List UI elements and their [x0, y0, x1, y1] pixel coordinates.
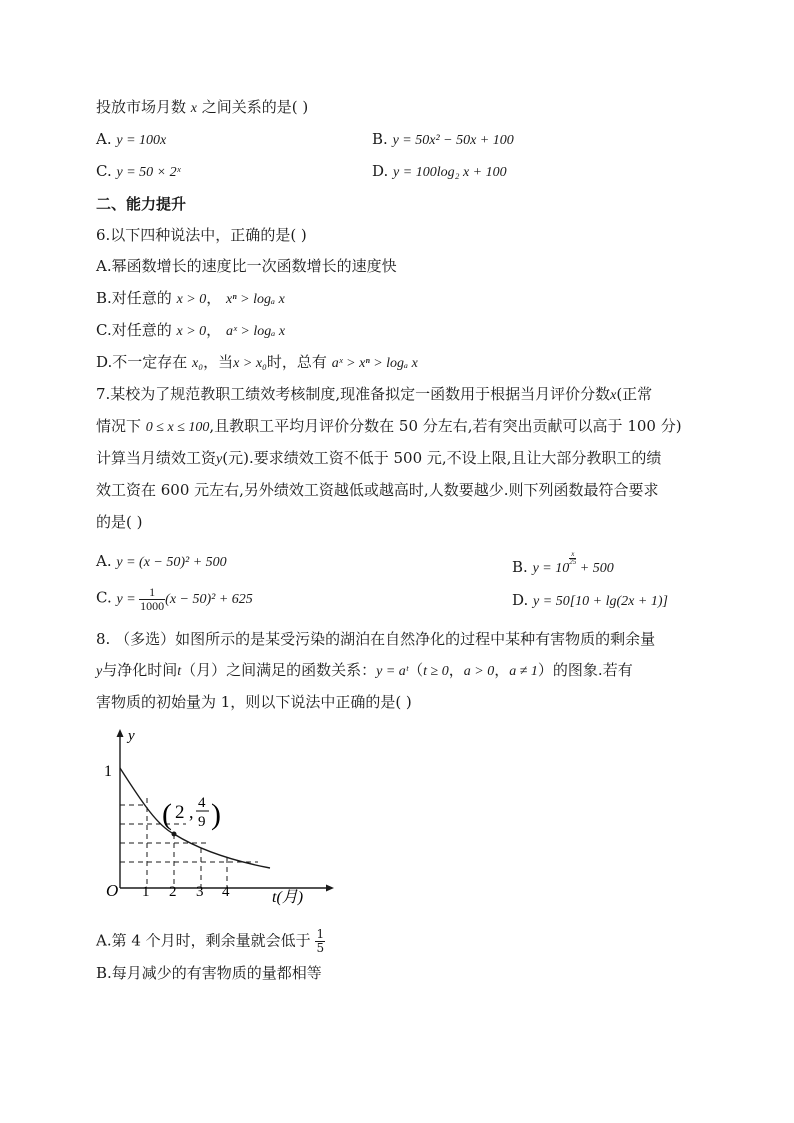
text: (正常 — [616, 385, 653, 403]
exp-den: 25 — [569, 558, 577, 566]
point-marker — [172, 832, 177, 837]
cond: t ≥ 0 — [423, 664, 449, 679]
option-expr: y = 10 — [532, 561, 570, 576]
q7-option-d[interactable] — [512, 590, 668, 612]
text: 7.某校为了规范教职工绩效考核制度,现准备拟定一函数用于根据当月评价分数 — [96, 385, 611, 403]
frac-num: 1 — [139, 586, 165, 600]
fraction — [139, 586, 165, 613]
q7-line1 — [96, 384, 652, 406]
option-text: 时，总有 — [266, 353, 327, 371]
frac-num: 1 — [316, 927, 325, 941]
option-label: A. — [96, 552, 112, 570]
point-num: 4 — [198, 795, 206, 811]
option-expr: y = 100x — [116, 133, 167, 148]
option-label: D. — [372, 162, 389, 180]
q5-option-b[interactable] — [372, 129, 514, 151]
option-expr: aˣ > logₐ x — [225, 324, 286, 339]
point-den: 9 — [198, 814, 206, 830]
q5-var: x — [190, 101, 198, 116]
decay-curve — [120, 768, 270, 868]
q7-line4: 效工资在 600 元左右,另外绩效工资越低或越高时,人数要越少.则下列函数最符合要求 — [96, 481, 659, 499]
y-axis-label: y — [128, 728, 135, 744]
x-tick-label: 3 — [196, 884, 204, 900]
x-tick-label: 1 — [142, 884, 150, 900]
option-cond: x > x₀ — [233, 356, 267, 371]
q8-option-b[interactable]: B.每月减少的有害物质的量都相等 — [96, 964, 322, 982]
text: 计算当月绩效工资 — [96, 449, 217, 467]
option-cond: x > 0 — [176, 292, 207, 307]
option-text: C.对任意的 — [96, 321, 172, 339]
q6-option-c[interactable]: C.对任意的 x > 0， aˣ > logₐ x — [96, 321, 286, 339]
text: 情况下 — [96, 417, 142, 435]
q7-option-b[interactable] — [512, 551, 614, 579]
text: （ — [408, 661, 424, 679]
option-text: ，当 — [203, 353, 234, 371]
option-label: B. — [512, 558, 528, 576]
var: t — [177, 664, 182, 679]
y-axis-arrow — [117, 729, 124, 737]
option-label: A. — [96, 130, 112, 148]
option-cond: x > 0 — [176, 324, 207, 339]
q8-option-a[interactable] — [96, 928, 325, 955]
t-axis-label: t(月) — [272, 889, 304, 906]
paren-right: ) — [211, 798, 221, 831]
var: y — [216, 452, 223, 467]
option-var: x₀ — [192, 356, 204, 371]
text: (元).要求绩效工资不低于 500 元,不设上限,且让大部分教职工的绩 — [222, 449, 662, 467]
option-expr: xⁿ > logₐ x — [226, 292, 285, 307]
cond: a > 0 — [463, 664, 495, 679]
var: x — [610, 388, 617, 403]
option-expr: y = — [116, 591, 136, 607]
frac-den: 1000 — [140, 599, 165, 613]
option-text: B.对任意的 — [96, 289, 172, 307]
option-label: C. — [96, 162, 112, 180]
option-expr: aˣ > xⁿ > logₐ x — [331, 356, 418, 371]
q6-stem: 6.以下四种说法中，正确的是( ) — [96, 226, 307, 244]
q7-option-c[interactable] — [96, 586, 253, 613]
comma: , — [189, 802, 194, 822]
q5-stem-text: 投放市场月数 — [96, 98, 187, 116]
q7-line5: 的是( ) — [96, 513, 143, 531]
q5-option-d[interactable] — [372, 161, 507, 183]
sep: ， — [448, 661, 464, 679]
text: 与净化时间 — [102, 661, 178, 679]
option-expr: y = 50 × 2ˣ — [116, 165, 181, 180]
paren-left: ( — [162, 798, 172, 831]
q7-line3 — [96, 448, 661, 470]
option-expr: y = 100log₂ x + 100 — [393, 165, 507, 180]
option-expr: y = 50x² − 50x + 100 — [392, 133, 514, 148]
q6-option-b[interactable]: B.对任意的 x > 0， xⁿ > logₐ x — [96, 289, 285, 307]
q8-line3: 害物质的初始量为 1，则以下说法中正确的是( ) — [96, 693, 412, 711]
text: （月）之间满足的函数关系： — [181, 661, 377, 679]
q5-stem-end: 之间关系的是( ) — [201, 98, 309, 116]
point-x: 2 — [175, 802, 185, 823]
q7-option-a[interactable] — [96, 551, 227, 573]
x-tick-label: 4 — [222, 884, 230, 900]
t-axis-arrow — [326, 885, 334, 892]
range: 0 ≤ x ≤ 100 — [145, 420, 210, 435]
q8-line1: 8. （多选）如图所示的是某受污染的湖泊在自然净化的过程中某种有害物质的剩余量 — [96, 630, 656, 648]
decay-graph — [98, 724, 338, 908]
text: ,且教职工平均月评价分数在 50 分左右,若有突出贡献可以高于 100 分) — [209, 417, 682, 435]
option-expr: y = 50[10 + lg(2x + 1)] — [533, 594, 668, 609]
y-tick-label: 1 — [104, 763, 112, 780]
x-tick-label: 2 — [169, 884, 177, 900]
option-label: B. — [372, 130, 388, 148]
cond: a ≠ 1 — [509, 664, 538, 679]
q6-option-d[interactable] — [96, 352, 418, 374]
option-text: D.不一定存在 — [96, 353, 188, 371]
q8-line2 — [96, 660, 633, 682]
option-text: A.第 4 个月时，剩余量就会低于 — [96, 931, 311, 950]
q5-option-a[interactable] — [96, 129, 166, 151]
q5-stem — [96, 97, 308, 119]
option-expr: (x − 50)² + 625 — [165, 591, 253, 607]
sep: ， — [494, 661, 510, 679]
q6-option-a[interactable]: A.幂函数增长的速度比一次函数增长的速度快 — [96, 257, 397, 275]
section-title: 二、能力提升 — [96, 195, 187, 213]
expr: y = aᵗ — [376, 664, 409, 679]
frac-den: 5 — [316, 941, 325, 955]
text: ）的图象.若有 — [537, 661, 633, 679]
var: y — [96, 664, 103, 679]
option-expr: + 500 — [579, 561, 614, 576]
exp-num: x — [571, 550, 575, 558]
origin-label: O — [106, 881, 119, 900]
option-label: C. — [96, 588, 112, 607]
q5-option-c[interactable] — [96, 161, 181, 183]
q7-line2 — [96, 416, 682, 438]
fraction — [315, 928, 325, 955]
exponent-fraction — [569, 551, 576, 566]
option-expr: y = (x − 50)² + 500 — [116, 555, 227, 570]
option-label: D. — [512, 591, 529, 609]
